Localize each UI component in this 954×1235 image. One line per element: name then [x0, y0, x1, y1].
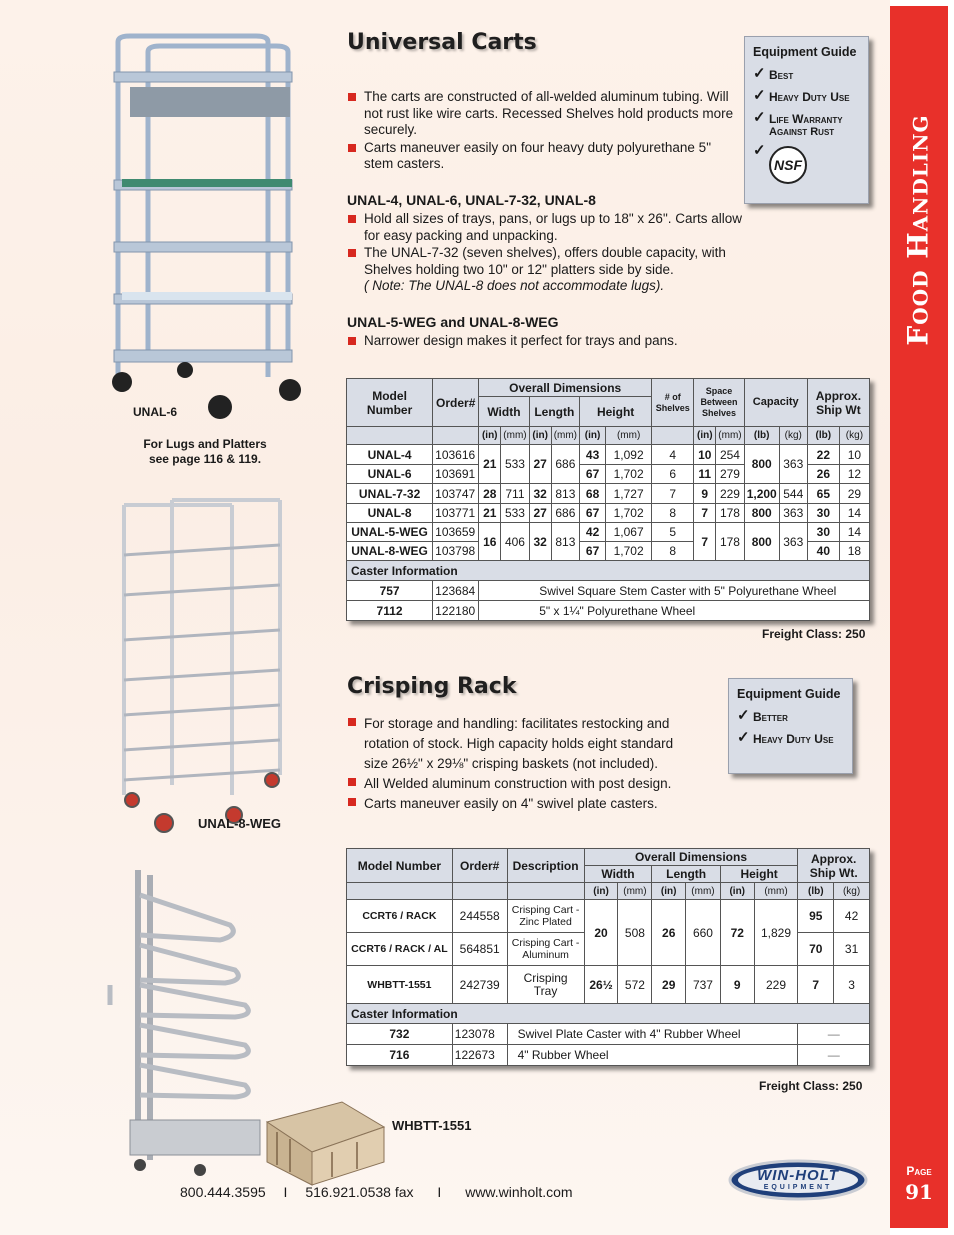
col-model: Model Number: [347, 379, 433, 427]
table-row: UNAL-6 103691 67 1,702 6 11 279 26 12: [347, 465, 870, 484]
table-row: CCRT6 / RACK / AL 564851 Crisping Cart - Aluminum 70 31: [347, 933, 870, 966]
whbtt-tray-image: [262, 1097, 387, 1187]
caption-lugs-line1: For Lugs and Platters: [143, 437, 267, 451]
caption-lugs-line2: see page 116 & 119.: [148, 452, 262, 466]
guide-item-best: ✓ Best: [753, 65, 794, 82]
crisping-bullet-list: [347, 714, 692, 814]
guide-item-better: ✓ Better: [737, 707, 788, 724]
check-icon: ✓: [753, 65, 766, 82]
win-holt-logo: [728, 1158, 868, 1202]
freight-class-crisping: Freight Class: 250: [759, 1079, 863, 1093]
section-title: Food Handling: [901, 114, 935, 346]
check-icon: ✓: [753, 142, 766, 159]
list-item: All Welded aluminum construction with post design.: [347, 774, 692, 794]
col-length: Length: [652, 866, 721, 883]
col-length: Length: [529, 397, 579, 427]
table-row: UNAL-8-WEG 103798 67 1,702 8 40 18: [347, 542, 870, 561]
crisping-spec-table: Model Number Order# Description Overall Dimensions Approx. Ship Wt. Width Length Height (in) (mm) (in) (mm) (in) (mm) (lb) (kg) CCRT6 / RACK 244558 Crisping Cart - Zinc Plated 20 508 26 660 72 1,829 95 42 CCRT6 / RACK / AL 564851 Crisping Cart - Aluminum 70 31 WHBTT-1551 242739 Crisping Tray 26½ 572 29 737 9 229 7 3 Caster Information 732 123078 Swivel Plate Caster with 4" Rubber Wheel — 716 122673 4" Rubber Wheel —: [346, 848, 870, 1066]
crisping-rack-title: Crisping Rack: [347, 674, 517, 699]
group1-bullet-list: [347, 211, 747, 296]
logo-sub: EQUIPMENT: [763, 1184, 833, 1191]
col-overall: Overall Dimensions: [479, 379, 652, 397]
crisping-rack-image: [100, 865, 265, 1185]
col-overall: Overall Dimensions: [584, 849, 798, 866]
check-icon: ✓: [737, 707, 750, 724]
table-row: WHBTT-1551 242739 Crisping Tray 26½ 572 29 737 9 229 7 3: [347, 966, 870, 1004]
list-item: The carts are constructed of all-welded aluminum tubing. Will not rust like wire carts. Recessed Shelves hold products more securely.: [347, 89, 742, 139]
col-description: Description: [507, 849, 584, 883]
equipment-guide-title: Equipment Guide: [737, 687, 841, 701]
footer-contact: [180, 1184, 573, 1200]
check-icon: ✓: [753, 87, 766, 104]
list-item: Carts maneuver easily on four heavy duty polyurethane 5" stem casters.: [347, 140, 742, 173]
footer-phone: 800.444.3595: [180, 1184, 266, 1200]
page-label: Page: [906, 1164, 932, 1178]
list-item: Hold all sizes of trays, pans, or lugs up to 18" x 26". Carts allow for easy packing and unpacking.: [347, 211, 747, 244]
caption-whbtt-1551: WHBTT-1551: [392, 1118, 472, 1133]
equipment-guide-title: Equipment Guide: [753, 45, 857, 59]
group2-title: UNAL-5-WEG and UNAL-8-WEG: [347, 314, 559, 330]
universal-spec-table: Model Number Order# Overall Dimensions # of Shelves Space Between Shelves Capacity Approx. Ship Wt Width Length Height (in) (mm) (in) (mm) (in) (mm) (in) (mm) (lb) (kg) (lb) (kg) UNAL-4 103616 21 533 27 686 43 1,092 4 10 254 800 363 22 10 UNAL-6 103691 67 1,702 6 11 279 26 12 UNAL-7-32 103747 28 711 32 813 68 1,727 7 9 229 1,200 544 65 29 UNAL-8 103771 21 533 27 686 67 1,702 8 7 178 800 363 30 14 UNAL-5-WEG 103659 16 406 32 813 42 1,067 5 7 178 800 363 30 14 UNAL-8-WEG 103798 67 1,702 8 40 18 Caster Information 757 123684 Swivel Square Stem Caster with 5" Polyurethane Wheel 7112 122180 5" x 1¼" Polyurethane Wheel: [346, 378, 870, 621]
col-order: Order#: [433, 379, 479, 427]
col-capacity: Capacity: [744, 379, 807, 427]
table-row: 716 122673 4" Rubber Wheel —: [347, 1045, 870, 1066]
caption-unal-8-weg: UNAL-8-WEG: [198, 816, 282, 831]
freight-class-universal: Freight Class: 250: [762, 627, 866, 641]
list-item-text: The UNAL-7-32 (seven shelves), offers double capacity, with Shelves holding two 10" or 12" platters side by side.: [364, 245, 726, 277]
footer-separator: I: [283, 1184, 288, 1200]
table-row: UNAL-4 103616 21 533 27 686 43 1,092 4 10 254 800 363 22 10: [347, 445, 870, 465]
col-height: Height: [580, 397, 652, 427]
table-row: 757 123684 Swivel Square Stem Caster with 5" Polyurethane Wheel: [347, 581, 870, 601]
table-row: CCRT6 / RACK 244558 Crisping Cart - Zinc Plated 20 508 26 660 72 1,829 95 42: [347, 900, 870, 933]
unal-6-cart-image: [100, 32, 310, 427]
unal-8-weg-cart-image: [112, 495, 297, 835]
guide-item-life-warranty: ✓ Life Warranty Against Rust: [753, 109, 843, 138]
caster-info-heading: Caster Information: [347, 561, 870, 581]
table-row: UNAL-8 103771 21 533 27 686 67 1,702 8 7 178 800 363 30 14: [347, 504, 870, 523]
footer-fax: 516.921.0538 fax: [305, 1184, 414, 1200]
page-number: 91: [905, 1180, 933, 1204]
col-ship: Approx. Ship Wt: [807, 379, 869, 427]
caption-unal-6: UNAL-6: [133, 405, 177, 419]
footer-website-link[interactable]: www.winholt.com: [465, 1184, 573, 1200]
col-space: Space Between Shelves: [694, 379, 744, 427]
footer-separator: I: [437, 1184, 442, 1200]
list-item: [347, 245, 747, 295]
col-height: Height: [720, 866, 798, 883]
table-row: UNAL-5-WEG 103659 16 406 32 813 42 1,067 5 7 178 800 363 30 14: [347, 523, 870, 542]
table-row: 7112 122180 5" x 1¼" Polyurethane Wheel: [347, 601, 870, 621]
table-row: 732 123078 Swivel Plate Caster with 4" Rubber Wheel —: [347, 1024, 870, 1045]
equipment-guide-universal: [744, 36, 869, 204]
col-model: Model Number: [347, 849, 453, 883]
col-width: Width: [479, 397, 529, 427]
guide-item-heavy-duty: ✓ Heavy Duty Use: [753, 87, 850, 104]
group1-note: ( Note: The UNAL-8 does not accommodate lugs).: [364, 278, 665, 293]
check-icon: ✓: [737, 729, 750, 746]
nsf-logo-icon: NSF: [769, 146, 807, 184]
check-icon: ✓: [753, 109, 766, 126]
universal-carts-title: Universal Carts: [347, 30, 537, 55]
list-item: For storage and handling: facilitates restocking and rotation of stock. High capacity holds eight standard size 26½" x 29⅛" crisping baskets (not included).: [347, 714, 692, 774]
guide-item-nsf: [753, 142, 860, 184]
group1-title: UNAL-4, UNAL-6, UNAL-7-32, UNAL-8: [347, 192, 596, 208]
col-width: Width: [584, 866, 652, 883]
col-shelves: # of Shelves: [652, 379, 694, 427]
equipment-guide-crisping: [728, 678, 853, 774]
col-order: Order#: [452, 849, 507, 883]
caster-info-heading: Caster Information: [347, 1004, 870, 1024]
logo-name: WIN-HOLT: [757, 1167, 839, 1184]
universal-bullet-list: [347, 89, 742, 174]
list-item: Narrower design makes it perfect for trays and pans.: [347, 333, 747, 350]
list-item: Carts maneuver easily on 4" swivel plate casters.: [347, 794, 692, 814]
col-ship: Approx. Ship Wt.: [798, 849, 870, 883]
group2-bullet-list: [347, 333, 747, 351]
table-row: UNAL-7-32 103747 28 711 32 813 68 1,727 7 9 229 1,200 544 65 29: [347, 484, 870, 504]
guide-item-heavy-duty: ✓ Heavy Duty Use: [737, 729, 834, 746]
